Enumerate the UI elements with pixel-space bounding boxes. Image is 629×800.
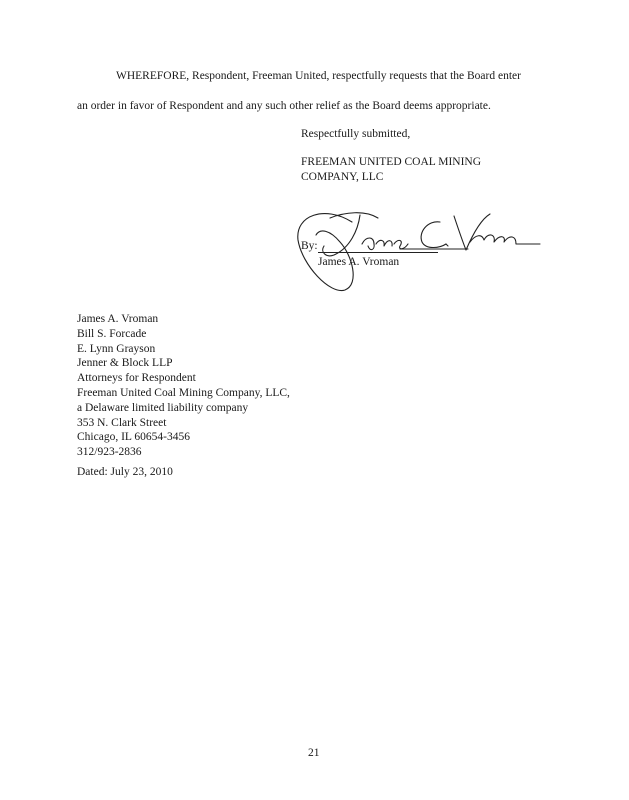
company-name-line-2: COMPANY, LLC bbox=[301, 170, 384, 183]
counsel-line: Freeman United Coal Mining Company, LLC, bbox=[77, 386, 290, 399]
counsel-line: 312/923-2836 bbox=[77, 446, 142, 459]
company-name-line-1: FREEMAN UNITED COAL MINING bbox=[301, 156, 482, 168]
dated-line: Dated: July 23, 2010 bbox=[77, 466, 173, 478]
signature-line bbox=[318, 252, 438, 253]
counsel-line: E. Lynn Grayson bbox=[77, 342, 156, 355]
counsel-line: Jenner & Block LLP bbox=[77, 357, 173, 370]
counsel-line: Chicago, IL 60654-3456 bbox=[77, 431, 190, 444]
company-name bbox=[301, 155, 481, 185]
counsel-block bbox=[77, 312, 290, 460]
counsel-line: a Delaware limited liability company bbox=[77, 401, 249, 414]
body-paragraph-line-1: WHEREFORE, Respondent, Freeman United, respectfully requests that the Board enter bbox=[116, 70, 521, 82]
counsel-line: James A. Vroman bbox=[77, 313, 159, 325]
closing-text: Respectfully submitted, bbox=[301, 128, 411, 140]
body-paragraph-line-2: an order in favor of Respondent and any such other relief as the Board deems appropriate. bbox=[77, 100, 491, 112]
page-number: 21 bbox=[308, 747, 320, 759]
handwritten-signature bbox=[290, 200, 550, 300]
counsel-line: Attorneys for Respondent bbox=[77, 372, 196, 385]
counsel-line: Bill S. Forcade bbox=[77, 327, 147, 340]
by-label: By: bbox=[301, 240, 318, 252]
signer-name: James A. Vroman bbox=[318, 256, 400, 268]
counsel-line: 353 N. Clark Street bbox=[77, 416, 167, 429]
